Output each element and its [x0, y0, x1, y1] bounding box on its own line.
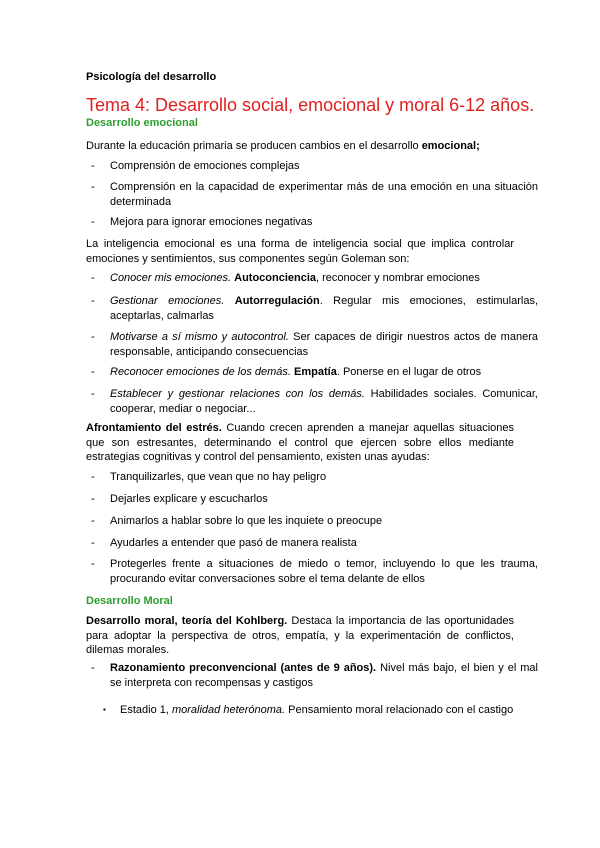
- course-name: Psicología del desarrollo: [86, 71, 217, 83]
- list-item: - Comprensión de emociones complejas: [91, 160, 300, 172]
- list-item: - Ayudarles a entender que pasó de manera realista: [91, 537, 357, 549]
- list-item: - Protegerles frente a situaciones de miedo o temor, incluyendo lo que les trauma, procurando evitar conversaciones sobre el tema delante de ellos: [91, 558, 538, 585]
- list-item: - Motivarse a sí mismo y autocontrol. Ser capaces de dirigir nuestros actos de manera responsable, anticipando consecuencias: [91, 331, 538, 358]
- list-item: - Mejora para ignorar emociones negativas: [91, 216, 313, 228]
- list-item: - Establecer y gestionar relaciones con los demás. Habilidades sociales. Comunicar, cooperar, mediar o negociar...: [91, 388, 538, 415]
- list-item: - Gestionar emociones. Autorregulación. Regular mis emociones, estimularlas, aceptarlas, calmarlas: [91, 295, 539, 322]
- list-item: - Reconocer emociones de los demás. Empatía. Ponerse en el lugar de otros: [91, 366, 482, 378]
- list-item: - Comprensión en la capacidad de experimentar más de una emoción en una situación determinada: [91, 181, 538, 208]
- page-title: Tema 4: Desarrollo social, emocional y moral 6-12 años.: [86, 95, 535, 115]
- list-item: - Animarlos a hablar sobre lo que les inquiete o preocupe: [91, 515, 383, 527]
- sub-list-item: ▪ Estadio 1, moralidad heterónoma. Pensamiento moral relacionado con el castigo: [103, 704, 514, 716]
- section-heading-emocional: Desarrollo emocional: [86, 117, 198, 129]
- intro-paragraph: Durante la educación primaria se producen cambios en el desarrollo emocional;: [86, 140, 480, 152]
- stress-paragraph: Afrontamiento del estrés. Cuando crecen aprenden a manejar aquellas situaciones que son estresantes, determinando el control que ejercen sobre ellos mediante estrategias cognitivas y control del pensamiento, existen unas ayudas:: [86, 422, 514, 463]
- ie-paragraph: La inteligencia emocional es una forma de inteligencia social que implica controlar emociones y sentimientos, sus componentes según Goleman son:: [86, 238, 514, 265]
- kohlberg-paragraph: Desarrollo moral, teoría del Kohlberg. Destaca la importancia de las oportunidades para adoptar la perspectiva de otros, empatía, y la experimentación de conflictos, dilemas morales.: [86, 615, 514, 656]
- list-item: - Conocer mis emociones. Autoconciencia, reconocer y nombrar emociones: [91, 272, 480, 284]
- list-item: - Dejarles explicare y escucharlos: [91, 493, 268, 505]
- list-item: - Tranquilizarles, que vean que no hay peligro: [91, 471, 327, 483]
- list-item: - Razonamiento preconvencional (antes de 9 años). Nivel más bajo, el bien y el mal se interpreta con recompensas y castigos: [91, 662, 538, 689]
- section-heading-moral: Desarrollo Moral: [86, 595, 173, 607]
